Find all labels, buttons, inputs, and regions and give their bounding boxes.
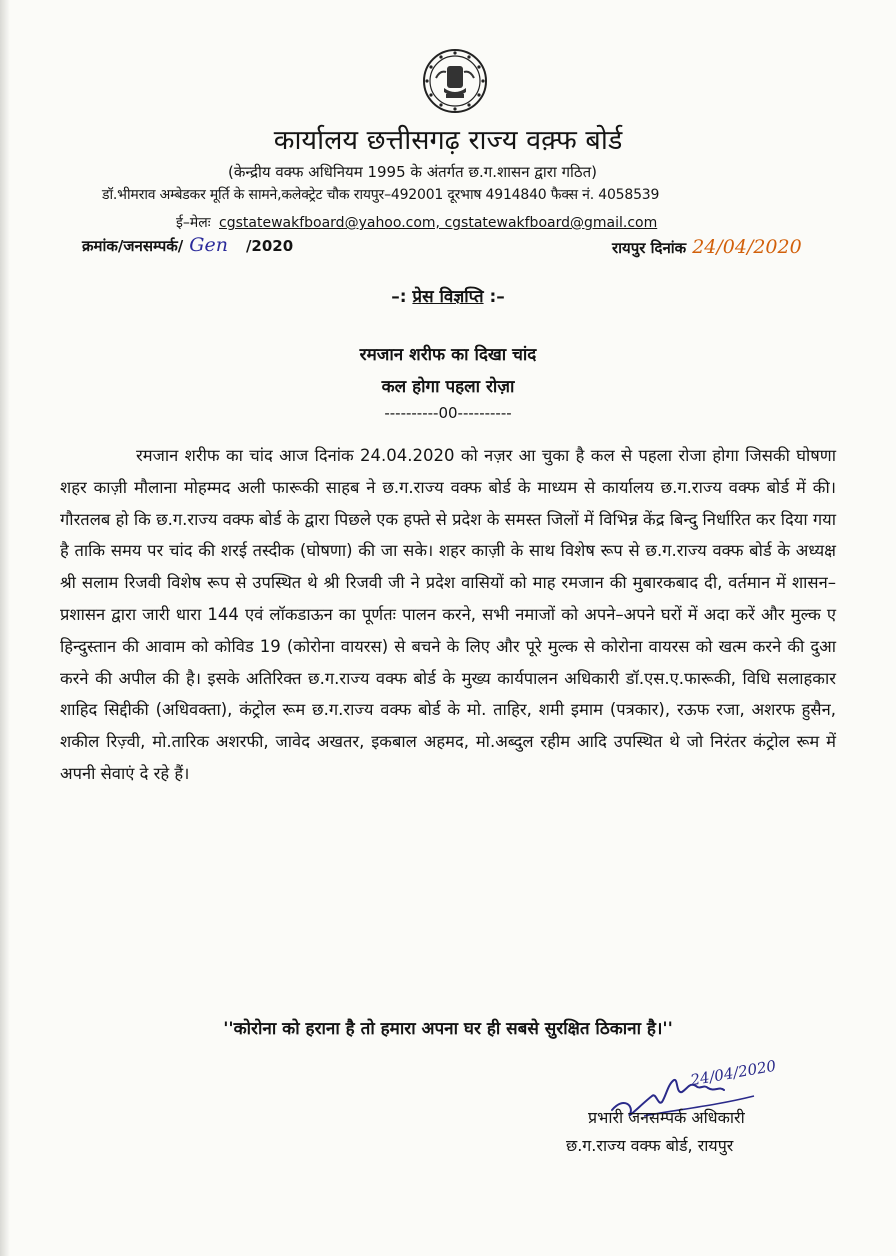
- email-label: ई–मेलः: [176, 215, 211, 231]
- signature-date: 24/04/2020: [689, 1056, 778, 1090]
- body-paragraph: रमजान शरीफ का चांद आज दिनांक 24.04.2020 को नज़र आ चुका है कल से पहला रोजा होगा जिसकी घोषणा शहर काज़ी मौलाना मोहम्मद अली फारूकी साहब ने छ.ग.राज्य वक्फ बोर्ड के माध्यम से कार्यालय छ.ग.राज्य वक्फ बोर्ड में की। गौरतलब हो कि छ.ग.राज्य वक्फ बोर्ड के द्वारा पिछले एक हफ्ते से प्रदेश के समस्त जिलों में विभिन्न केंद्र बिन्दु निर्धारित कर दिया गया है ताकि समय पर चांद की शरई तस्दीक (घोषणा) की जा सके। शहर काज़ी के साथ विशेष रूप से छ.ग.राज्य वक्फ बोर्ड के अध्यक्ष श्री सलाम रिजवी विशेष रूप से उपस्थित थे श्री रिजवी जी ने प्रदेश वासियों को माह रमजान की मुबारकबाद दी, वर्तमान में शासन–प्रशासन द्वारा जारी धारा 144 एवं लॉकडाऊन का पूर्णतः पालन करने, सभी नमाजों को अपने–अपने घरों में अदा करें और मुल्क ए हिन्दुस्तान की आवाम को कोविड 19 (कोरोना वायरस) से बचने के लिए और पूरे मुल्क से कोरोना वायरस को खत्म करने की दुआ करने की अपील की है। इसके अतिरिक्त छ.ग.राज्य वक्फ बोर्ड के मुख्य कार्यपालन अधिकारी डॉ.एस.ए.फारूकी, विधि सलाहकार शाहिद सिद्दीकी (अधिवक्ता), कंट्रोल रूम छ.ग.राज्य वक्फ बोर्ड के मो. ताहिर, शमी इमाम (पत्रकार), रऊफ रजा, अशरफ हुसैन, शकील रिज़्वी, मो.तारिक अशरफी, जावेद अखतर, इकबाल अहमद, मो.अब्दुल रहीम आदि उपस्थित थे जो निरंतर कंट्रोल रूम में अपनी सेवाएं दे रहे हैं।: [60, 446, 836, 783]
- office-title: कार्यालय छत्तीसगढ़ राज्य वक़्फ बोर्ड: [273, 125, 623, 156]
- page-edge-shadow: [0, 0, 10, 1256]
- reference-number: [82, 234, 293, 256]
- office-subtitle: (केन्द्रीय वक्फ अधिनियम 1995 के अंतर्गत छ.ग.शासन द्वारा गठित): [228, 163, 598, 181]
- signatory-title: प्रभारी जनसम्पर्क अधिकारी: [588, 1108, 745, 1127]
- headline-line-2: कल होगा पहला रोज़ा: [381, 377, 515, 397]
- handwritten-date: 24/04/2020: [692, 236, 802, 258]
- document-date: [612, 236, 802, 258]
- reference-label: क्रमांक/जनसम्पर्क/: [82, 237, 184, 255]
- slogan-quote: ''कोरोना को हराना है तो हमारा अपना घर ही सबसे सुरक्षित ठिकाना है।'': [223, 1019, 673, 1039]
- state-emblem-icon: [422, 48, 488, 114]
- heading-prefix: –:: [391, 287, 413, 307]
- handwritten-reference: Gen: [189, 234, 228, 256]
- office-email-line: [176, 213, 657, 232]
- reference-year: /2020: [245, 237, 294, 255]
- separator-line: ----------00----------: [384, 404, 512, 422]
- date-label: रायपुर दिनांक: [612, 239, 687, 257]
- signatory-organization: छ.ग.राज्य वक्फ बोर्ड, रायपुर: [566, 1136, 734, 1155]
- headline-line-1: रमजान शरीफ का दिखा चांद: [359, 345, 537, 365]
- office-address: डॉ.भीमराव अम्बेडकर मूर्ति के सामने,कलेक्ट्रेट चौक रायपुर–492001 दूरभाष 4914840 फैक्स नं. 4058539: [102, 187, 660, 203]
- press-release-heading: [0, 284, 896, 307]
- email-addresses[interactable]: cgstatewakfboard@yahoo.com, cgstatewakfboard@gmail.com: [219, 215, 658, 231]
- heading-suffix: :–: [483, 287, 505, 307]
- heading-text: प्रेस विज्ञप्ति: [412, 287, 484, 307]
